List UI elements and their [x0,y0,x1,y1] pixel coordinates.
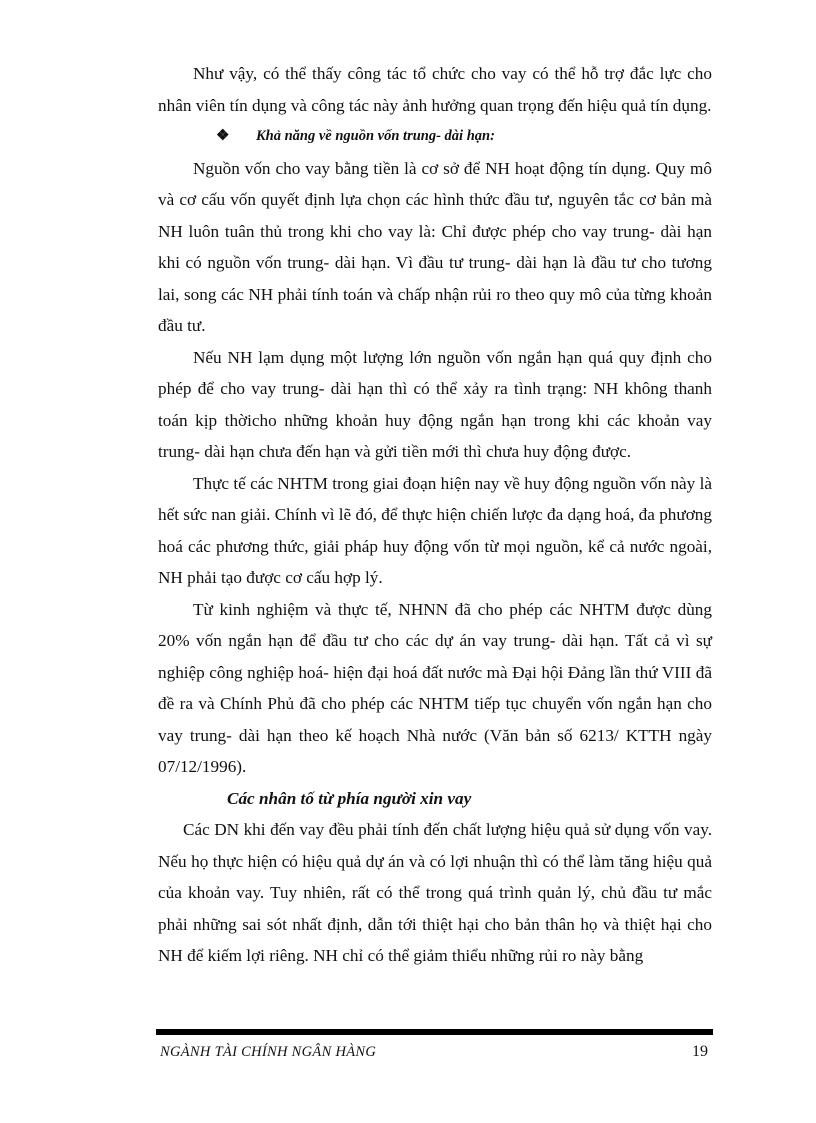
paragraph: Từ kinh nghiệm và thực tế, NHNN đã cho phép các NHTM được dùng 20% vốn ngắn hạn để đầu tư cho các dự án vay trung- dài hạn. Tất cả vì sự nghiệp công nghiệp hoá- hiện đại hoá đất nước mà Đại hội Đảng lần thứ VIII đã đề ra và Chính Phủ đã cho phép các NHTM tiếp tục chuyển vốn ngắn hạn cho vay trung- dài hạn theo kế hoạch Nhà nước (Văn bản số 6213/ KTTH ngày 07/12/1996). [158,599,712,776]
footer-rule [156,1029,713,1035]
paragraph: Các DN khi đến vay đều phải tính đến chất lượng hiệu quả sử dụng vốn vay. Nếu họ thực hiện có hiệu quả dự án và có lợi nhuận thì có thể làm tăng hiệu quả của khoản vay. Tuy nhiên, rất có thể trong quá trình quản lý, chủ đầu tư mắc phải những sai sót nhất định, dẫn tới thiệt hại cho bản thân họ và thiệt hại cho NH để kiếm lợi riêng. NH chỉ có thể giảm thiểu những rủi ro này bằng [158,820,712,965]
page-body [158,58,712,972]
paragraph: Như vậy, có thể thấy công tác tổ chức cho vay có thể hỗ trợ đắc lực cho nhân viên tín dụng và công tác này ảnh hưởng quan trọng đến hiệu quả tín dụng. [158,64,712,115]
diamond-bullet-icon: ❖ [216,128,230,144]
paragraph: Thực tế các NHTM trong giai đoạn hiện nay về huy động nguồn vốn này là hết sức nan giải. Chính vì lẽ đó, để thực hiện chiến lược đa dạng hoá, đa phương hoá các phương thức, giải pháp huy động vốn từ mọi nguồn, kể cả nước ngoài, NH phải tạo được cơ cấu hợp lý. [158,473,712,587]
paragraph: Nếu NH lạm dụng một lượng lớn nguồn vốn ngắn hạn quá quy định cho phép để cho vay trung- dài hạn thì có thể xảy ra tình trạng: NH không thanh toán kịp thờicho những khoản huy động ngắn hạn trong khi các khoản vay trung- dài hạn chưa đến hạn và gửi tiền mới thì chưa huy động được. [158,347,712,461]
paragraph: Nguồn vốn cho vay bằng tiền là cơ sở để NH hoạt động tín dụng. Quy mô và cơ cấu vốn quyết định lựa chọn các hình thức đầu tư, nguyên tắc cơ bản mà NH luôn tuân thủ trong khi cho vay là: Chỉ được phép cho vay trung- dài hạn khi có nguồn vốn trung- dài hạn. Vì đầu tư trung- dài hạn là đầu tư cho tương lai, song các NH phải tính toán và chấp nhận rủi ro theo quy mô của từng khoản đầu tư. [158,158,712,335]
section-heading-text: Khả năng về nguồn vốn trung- dài hạn: [256,128,495,144]
section-heading [158,121,712,153]
page-number: 19 [692,1043,708,1060]
footer-title: NGÀNH TÀI CHÍNH NGÂN HÀNG [160,1044,377,1060]
subsection-heading: Các nhân tố từ phía người xin vay [227,788,472,808]
